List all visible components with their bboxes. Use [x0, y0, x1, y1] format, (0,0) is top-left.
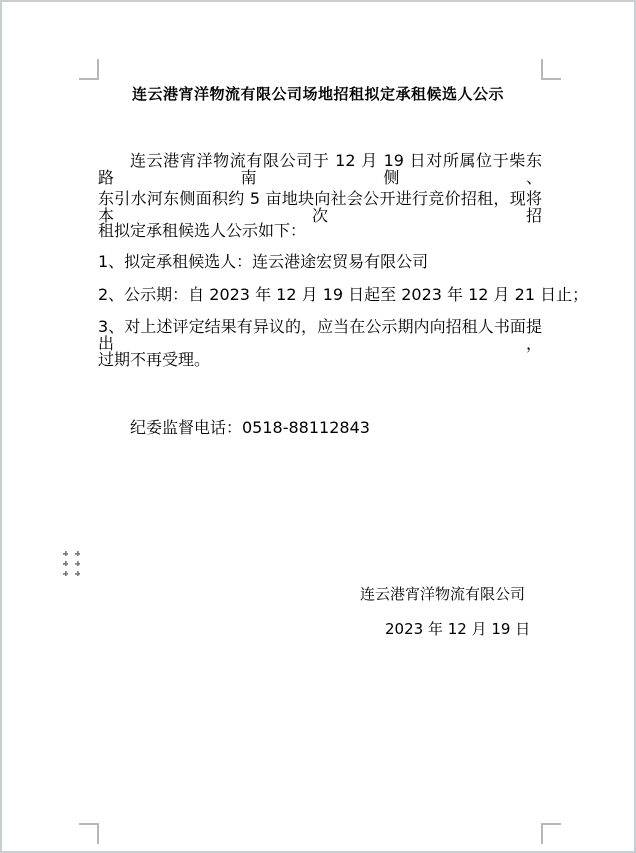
dot	[63, 561, 68, 566]
intro-line-3: 租拟定承租候选人公示如下：	[98, 221, 307, 240]
crop-mark-bottom-left	[79, 823, 99, 844]
drag-handle-dots-icon	[63, 551, 80, 576]
intro-line-2: 东引水河东侧面积约 5 亩地块向社会公开进行竞价招租，现将本次招	[98, 189, 542, 225]
document-title: 连云港宵洋物流有限公司场地招租拟定承租候选人公示	[131, 85, 504, 103]
dot	[75, 551, 80, 556]
item-2-line: 2、公示期：自 2023 年 12 月 19 日起至 2023 年 12 月 21 日止；	[98, 285, 589, 304]
item-3-continuation-line: 过期不再受理。	[98, 350, 211, 369]
signature-company: 连云港宵洋物流有限公司	[360, 585, 526, 603]
dot	[75, 561, 80, 566]
dot	[75, 571, 80, 576]
dot	[63, 571, 68, 576]
intro-line-1: 连云港宵洋物流有限公司于 12 月 19 日对所属位于柴东路南侧、	[98, 151, 542, 187]
signature-date: 2023 年 12 月 19 日	[385, 620, 531, 638]
dot	[63, 551, 68, 556]
phone-line: 纪委监督电话：0518-88112843	[130, 418, 370, 437]
item-1-line: 1、拟定承租候选人：连云港途宏贸易有限公司	[98, 252, 429, 271]
crop-mark-top-left	[79, 59, 99, 80]
crop-mark-top-right	[541, 59, 561, 80]
item-3-line: 3、对上述评定结果有异议的，应当在公示期内向招租人书面提出，	[98, 317, 542, 353]
crop-mark-bottom-right	[541, 823, 561, 844]
